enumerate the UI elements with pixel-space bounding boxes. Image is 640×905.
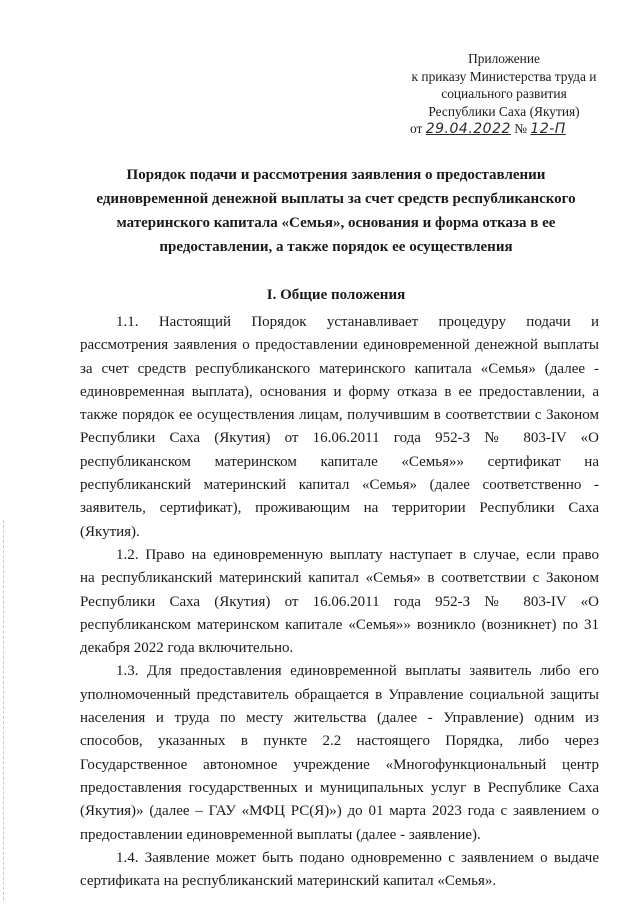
body-row-17: уполномоченный представитель обращается в Управление социальной защиты <box>80 686 599 703</box>
body-row-25: сертификата на республиканский материнский капитал «Семья». <box>80 873 497 890</box>
body-row-24: 1.4. Заявление может быть подано одновременно с заявлением о выдаче <box>116 849 599 866</box>
body-row-16: 1.3. Для предоставления единовременной выплаты заявитель либо его <box>116 663 599 680</box>
body-row-13: Республики Саха (Якутия) от 16.06.2011 года 952-З № 803-IV «О <box>80 593 599 610</box>
body-row-1: 1.1. Настоящий Порядок устанавливает процедуру подачи и <box>116 314 599 330</box>
body-row-23: предоставлении единовременной выплаты (далее - заявление). <box>80 826 481 843</box>
body-row-9: заявитель, сертификат), проживающим на территории Республики Саха <box>80 500 599 517</box>
appendix-block <box>388 50 620 139</box>
title-line-1: Порядок подачи и рассмотрения заявления о предоставлении <box>126 167 546 183</box>
body-row-5: также порядок ее осуществления лицам, получившим в соответствии с Законом <box>80 407 599 424</box>
body-row-19: способов, указанных в пункте 2.2 настоящего Порядка, либо через <box>80 733 599 750</box>
body-row-4: единовременная выплата), основания и форму отказа в ее предоставлении, а <box>80 383 599 400</box>
title-line-4: предоставлении, а также порядок ее осуществления <box>159 239 513 255</box>
appendix-line-4: Республики Саха (Якутия) <box>428 103 580 119</box>
body-row-14: республиканском материнском капитале «Семья»» возникло (возникнет) по 31 <box>80 616 599 633</box>
number-prefix: № <box>514 121 528 137</box>
body-row-18: населения и труда по месту жительства (далее - Управление) одним из <box>80 710 599 727</box>
title-line-2: единовременной денежной выплаты за счет средств республиканского <box>96 191 576 207</box>
scan-edge-mark <box>3 520 5 900</box>
body-row-8: республиканский материнский капитал «Семья» (далее соответственно - <box>80 477 599 494</box>
appendix-date-line <box>388 120 620 139</box>
handwritten-number: 12-П <box>530 121 566 138</box>
body-row-10: (Якутия). <box>80 523 140 540</box>
body-row-6: Республики Саха (Якутия) от 16.06.2011 года 952-З № 803-IV «О <box>80 430 599 447</box>
appendix-line-3: социального развития <box>441 86 567 102</box>
date-prefix: от <box>410 121 423 137</box>
body-row-21: предоставления государственных и муниципальных услуг в Республике Саха <box>80 779 599 796</box>
body-row-22: (Якутия)» (далее – ГАУ «МФЦ РС(Я)») до 01 марта 2023 года с заявлением о <box>80 803 599 820</box>
title-line-3: материнского капитала «Семья», основания и форма отказа в ее <box>116 215 556 231</box>
document-title <box>74 163 598 259</box>
body-row-3: за счет средств республиканского материнского капитала «Семья» (далее - <box>80 360 599 377</box>
body-text <box>80 311 599 893</box>
appendix-line-1: Приложение <box>468 51 540 66</box>
body-row-11: 1.2. Право на единовременную выплату наступает в случае, если право <box>116 546 599 563</box>
body-row-15: декабря 2022 года включительно. <box>80 640 294 657</box>
section-heading: I. Общие положения <box>266 287 406 303</box>
body-row-7: республиканском материнском капитале «Семья»» сертификат на <box>80 453 599 470</box>
body-row-20: Государственное автономное учреждение «Многофункциональный центр <box>80 756 599 773</box>
body-row-2: рассмотрения заявления о предоставлении единовременной денежной выплаты <box>80 337 599 354</box>
handwritten-date: 29.04.2022 <box>425 121 511 138</box>
appendix-line-2: к приказу Министерства труда и <box>411 68 597 84</box>
body-row-12: на республиканский материнский капитал «Семья» в соответствии с Законом <box>80 570 599 587</box>
